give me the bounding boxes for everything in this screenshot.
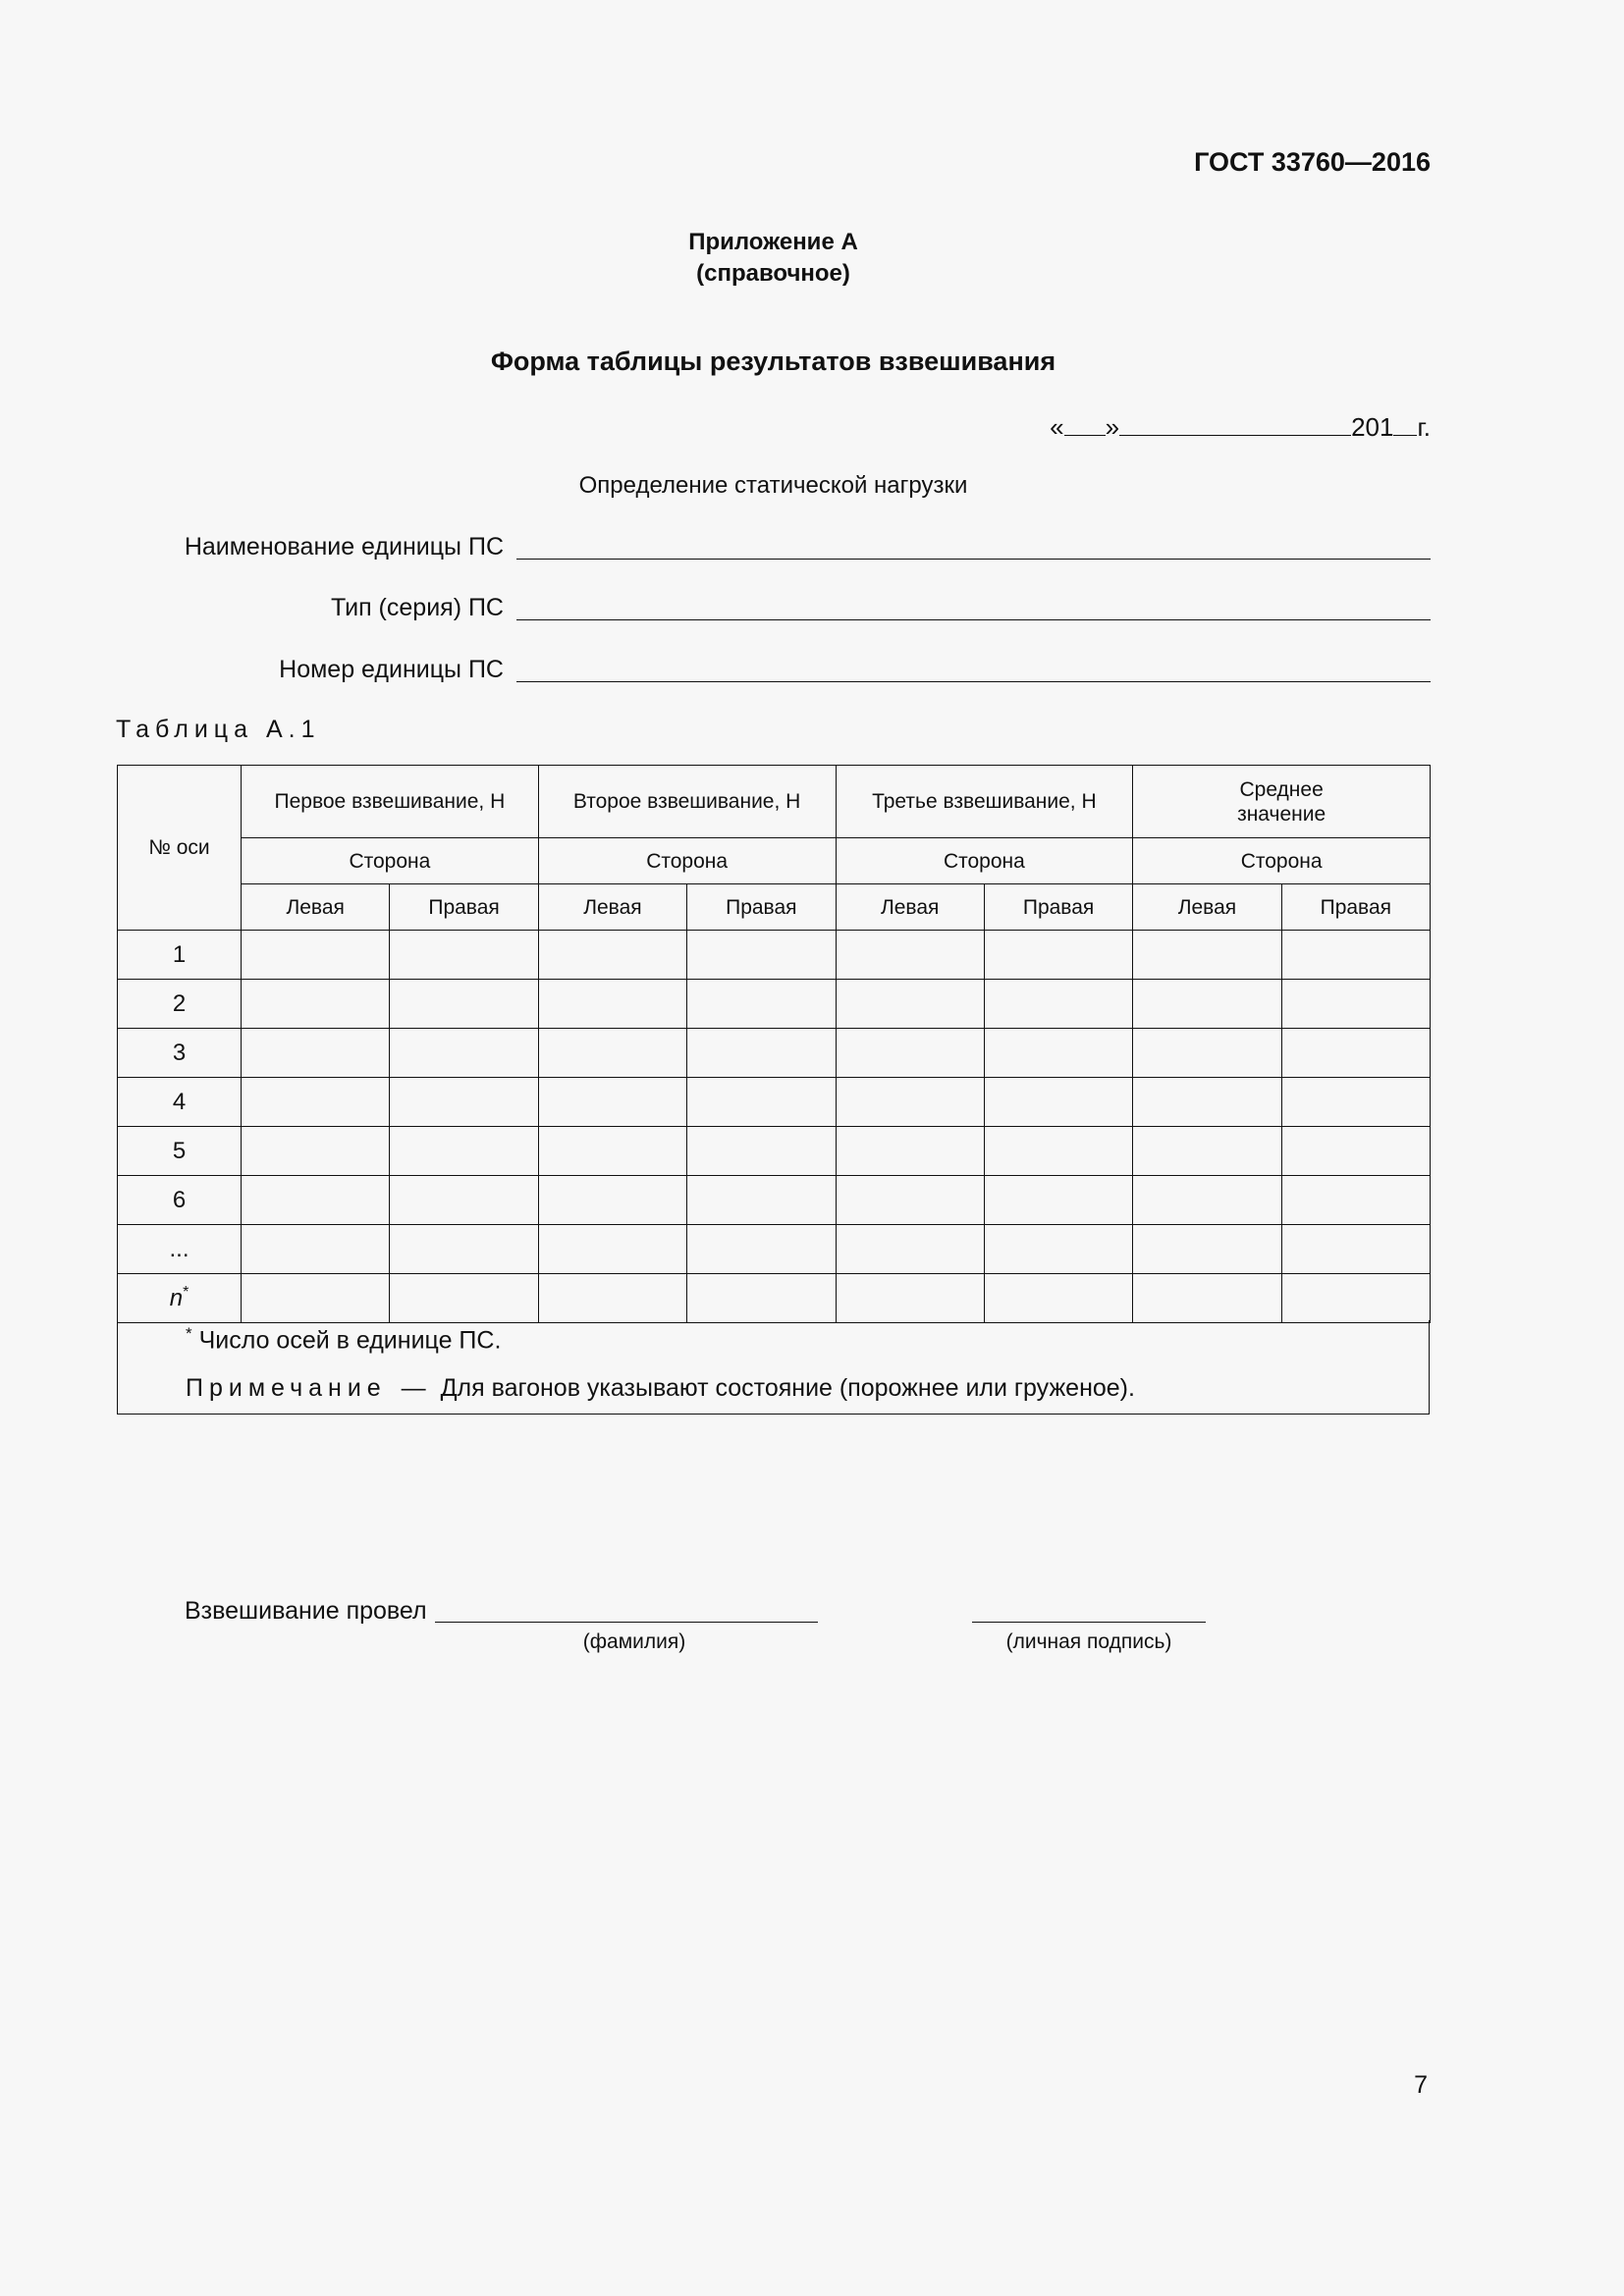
value-cell[interactable] — [984, 1274, 1132, 1323]
value-cell[interactable] — [1133, 1127, 1281, 1176]
value-cell[interactable] — [1281, 1176, 1430, 1225]
value-cell[interactable] — [1133, 980, 1281, 1029]
year-prefix: 201 — [1351, 412, 1394, 442]
value-cell[interactable] — [538, 1127, 686, 1176]
table-row — [118, 931, 1431, 980]
side-header: Сторона — [1133, 838, 1431, 884]
value-cell[interactable] — [538, 980, 686, 1029]
table-row — [118, 1029, 1431, 1078]
value-cell[interactable] — [1133, 1225, 1281, 1274]
value-cell[interactable] — [836, 931, 984, 980]
value-cell[interactable] — [687, 931, 836, 980]
axle-number: 5 — [172, 1137, 187, 1164]
table-row — [118, 1127, 1431, 1176]
value-cell[interactable] — [538, 931, 686, 980]
date-open-quote: « — [1050, 412, 1064, 442]
standard-number: ГОСТ 33760—2016 — [1194, 147, 1431, 177]
left-side-header: Левая — [242, 884, 390, 931]
signature-line — [972, 1622, 1206, 1623]
group-header-3: Третье взвешивание, Н — [836, 766, 1133, 838]
right-side-header: Правая — [390, 884, 538, 931]
unit-number-label: Номер единицы ПС — [279, 656, 504, 683]
value-cell[interactable] — [1133, 1078, 1281, 1127]
note-label: Примечание — [186, 1374, 387, 1402]
side-header: Сторона — [242, 838, 539, 884]
footnote-mark: * — [186, 1324, 192, 1343]
value-cell[interactable] — [390, 980, 538, 1029]
value-cell[interactable] — [984, 1176, 1132, 1225]
value-cell[interactable] — [836, 1225, 984, 1274]
value-cell[interactable] — [836, 1176, 984, 1225]
axle-number-cell — [118, 1225, 242, 1274]
value-cell[interactable] — [242, 1274, 390, 1323]
value-cell[interactable] — [390, 1176, 538, 1225]
right-side-header: Правая — [1281, 884, 1430, 931]
value-cell[interactable] — [687, 1225, 836, 1274]
side-header: Сторона — [538, 838, 836, 884]
value-cell[interactable] — [1281, 1029, 1430, 1078]
value-cell[interactable] — [1281, 931, 1430, 980]
weighed-by-label: Взвешивание провел — [185, 1597, 427, 1625]
year-blank — [1393, 411, 1417, 436]
unit-number-line — [516, 681, 1431, 682]
value-cell[interactable] — [1281, 1274, 1430, 1323]
appendix-kind: (справочное) — [696, 260, 850, 287]
value-cell[interactable] — [687, 1127, 836, 1176]
type-series-label: Тип (серия) ПС — [330, 594, 504, 621]
table-row — [118, 1225, 1431, 1274]
value-cell[interactable] — [390, 1029, 538, 1078]
table-row — [118, 1176, 1431, 1225]
value-cell[interactable] — [687, 980, 836, 1029]
value-cell[interactable] — [390, 1078, 538, 1127]
axle-number: 3 — [172, 1039, 187, 1066]
axle-number-cell — [118, 980, 242, 1029]
value-cell[interactable] — [242, 1127, 390, 1176]
value-cell[interactable] — [390, 931, 538, 980]
value-cell[interactable] — [242, 931, 390, 980]
date-close-quote: » — [1105, 412, 1120, 442]
table-row — [118, 1274, 1431, 1323]
surname-caption: (фамилия) — [582, 1630, 686, 1653]
footnote-text: Число осей в единице ПС. — [198, 1326, 502, 1355]
footnote-ref-mark: * — [183, 1284, 189, 1301]
value-cell[interactable] — [687, 1029, 836, 1078]
unit-name-label: Наименование единицы ПС — [184, 533, 504, 561]
value-cell[interactable] — [836, 1029, 984, 1078]
signature-caption: (личная подпись) — [1005, 1630, 1172, 1653]
group-header-average: Среднее значение — [1133, 766, 1431, 838]
month-blank — [1119, 411, 1351, 436]
appendix-name: Приложение А — [688, 229, 858, 255]
type-series-line — [516, 619, 1431, 620]
group-header-1: Первое взвешивание, Н — [242, 766, 539, 838]
group-header-2: Второе взвешивание, Н — [538, 766, 836, 838]
table-caption: Таблица А.1 — [116, 716, 321, 743]
note-dash: — — [401, 1374, 426, 1402]
form-subtitle: Определение статической нагрузки — [578, 472, 968, 499]
value-cell[interactable] — [836, 1274, 984, 1323]
table-row — [118, 1078, 1431, 1127]
value-cell[interactable] — [984, 980, 1132, 1029]
note — [186, 1374, 1135, 1403]
year-suffix: г. — [1417, 412, 1431, 442]
value-cell[interactable] — [1133, 931, 1281, 980]
value-cell[interactable] — [984, 1078, 1132, 1127]
value-cell[interactable] — [1281, 1127, 1430, 1176]
axle-number-header: № оси — [118, 766, 242, 931]
axle-number: 1 — [172, 940, 187, 968]
right-side-header: Правая — [984, 884, 1132, 931]
value-cell[interactable] — [836, 980, 984, 1029]
surname-line — [435, 1622, 818, 1623]
axle-number-cell — [118, 1176, 242, 1225]
date-line — [1050, 411, 1431, 443]
left-side-header: Левая — [836, 884, 984, 931]
axle-number: n — [169, 1285, 184, 1311]
right-side-header: Правая — [687, 884, 836, 931]
axle-number: 4 — [172, 1088, 187, 1115]
side-header: Сторона — [836, 838, 1133, 884]
value-cell[interactable] — [390, 1225, 538, 1274]
axle-number: 2 — [172, 989, 187, 1017]
page-number: 7 — [1414, 2071, 1428, 2099]
value-cell[interactable] — [836, 1127, 984, 1176]
value-cell[interactable] — [242, 1029, 390, 1078]
value-cell[interactable] — [984, 1029, 1132, 1078]
value-cell[interactable] — [242, 1225, 390, 1274]
axle-number-cell — [118, 1127, 242, 1176]
value-cell[interactable] — [984, 931, 1132, 980]
value-cell[interactable] — [1281, 980, 1430, 1029]
value-cell[interactable] — [836, 1078, 984, 1127]
day-blank — [1064, 411, 1106, 436]
value-cell[interactable] — [687, 1176, 836, 1225]
value-cell[interactable] — [984, 1225, 1132, 1274]
value-cell[interactable] — [242, 1078, 390, 1127]
left-side-header: Левая — [538, 884, 686, 931]
form-title: Форма таблицы результатов взвешивания — [490, 347, 1056, 376]
value-cell[interactable] — [687, 1274, 836, 1323]
value-cell[interactable] — [538, 1029, 686, 1078]
left-side-header: Левая — [1133, 884, 1281, 931]
table-row — [118, 980, 1431, 1029]
value-cell[interactable] — [390, 1127, 538, 1176]
value-cell[interactable] — [1281, 1225, 1430, 1274]
footnote — [186, 1324, 501, 1355]
axle-number-cell — [118, 1029, 242, 1078]
axle-number: ... — [169, 1235, 189, 1262]
axle-number-cell — [118, 931, 242, 980]
value-cell[interactable] — [390, 1274, 538, 1323]
value-cell[interactable] — [1133, 1176, 1281, 1225]
value-cell[interactable] — [1281, 1078, 1430, 1127]
value-cell[interactable] — [538, 1078, 686, 1127]
unit-name-line — [516, 559, 1431, 560]
value-cell[interactable] — [538, 1225, 686, 1274]
value-cell[interactable] — [538, 1274, 686, 1323]
results-table — [117, 765, 1431, 1323]
axle-number-cell — [118, 1274, 242, 1323]
value-cell[interactable] — [538, 1176, 686, 1225]
value-cell[interactable] — [687, 1078, 836, 1127]
table-footer — [117, 1320, 1430, 1415]
axle-number: 6 — [172, 1186, 187, 1213]
value-cell[interactable] — [984, 1127, 1132, 1176]
value-cell[interactable] — [242, 1176, 390, 1225]
axle-number-cell — [118, 1078, 242, 1127]
value-cell[interactable] — [1133, 1029, 1281, 1078]
value-cell[interactable] — [1133, 1274, 1281, 1323]
note-text: Для вагонов указывают состояние (порожнее или груженое). — [440, 1374, 1135, 1402]
value-cell[interactable] — [242, 980, 390, 1029]
